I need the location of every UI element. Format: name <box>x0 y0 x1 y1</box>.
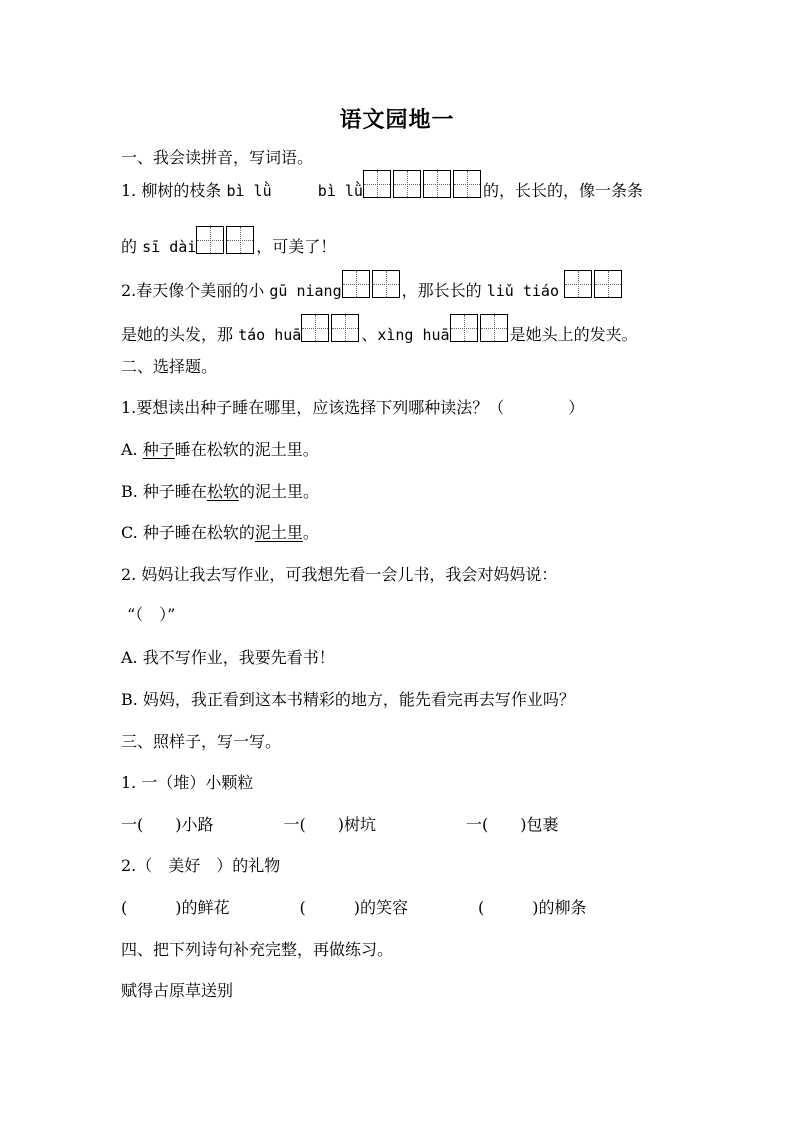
pinyin-taohua: táo huā <box>238 326 302 344</box>
s2-q2-answer-blank[interactable]: “（ ）” <box>127 605 176 624</box>
s1-q1-line1: 1. 柳树的枝条 bì lǜ bì lǜ 的，长长的，像一条条 <box>121 170 643 203</box>
pinyin-xinghua: xìng huā <box>377 326 450 344</box>
answer-grid-bilv[interactable] <box>363 170 483 203</box>
s2-q2-option-b[interactable]: B. 妈妈，我正看到这本书精彩的地方，能先看完再去写作业吗？ <box>121 690 575 709</box>
s3-row2-blank-3[interactable]: ( )的柳条 <box>478 898 587 917</box>
pinyin-bilv-1: bì lǜ <box>226 182 272 200</box>
s3-row2-blank-2[interactable]: ( )的笑容 <box>299 898 408 917</box>
section-4-heading: 四、把下列诗句补充完整，再做练习。 <box>121 940 394 959</box>
pinyin-liutiao: liǔ tiáo <box>486 282 559 300</box>
s3-row2 <box>121 898 587 918</box>
s3-row1 <box>121 815 559 835</box>
pinyin-sidai: sī dài <box>142 238 197 256</box>
s2-q1-option-c[interactable]: C. 种子睡在松软的泥土里。 <box>121 523 319 542</box>
answer-grid-sidai[interactable] <box>196 226 256 259</box>
s2-q2: 2. 妈妈让我去写作业，可我想先看一会儿书，我会对妈妈说： <box>121 565 558 584</box>
answer-grid-liutiao[interactable] <box>564 270 624 303</box>
page-title: 语文园地一 <box>339 108 455 133</box>
section-2-heading: 二、选择题。 <box>121 357 218 376</box>
s3-row1-blank-1[interactable]: 一( )小路 <box>121 815 214 834</box>
s1-q1-line2: 的 sī dài ，可美了！ <box>121 226 336 259</box>
answer-grid-xinghua[interactable] <box>450 314 510 347</box>
s1-q2-line2: 是她的头发，那 táo huā 、xìng huā 是她头上的发夹。 <box>121 314 638 347</box>
poem-title: 赋得古原草送别 <box>121 981 234 1000</box>
answer-grid-taohua[interactable] <box>301 314 361 347</box>
answer-grid-guniang[interactable] <box>342 270 402 303</box>
pinyin-bilv-2: bì lǜ <box>317 182 363 200</box>
s2-q1-option-b[interactable]: B. 种子睡在松软的泥土里。 <box>121 482 319 501</box>
s3-row1-blank-3[interactable]: 一( )包裹 <box>466 815 559 834</box>
s3-example-2: 2.（ 美好 ）的礼物 <box>121 856 281 875</box>
section-3-heading: 三、照样子，写一写。 <box>121 732 282 751</box>
s3-row2-blank-1[interactable]: ( )的鲜花 <box>121 898 230 917</box>
s2-q1-option-a[interactable]: A. 种子睡在松软的泥土里。 <box>121 440 319 459</box>
section-1-heading: 一、我会读拼音，写词语。 <box>121 148 314 167</box>
s3-example-1: 1. 一（堆）小颗粒 <box>121 773 254 792</box>
s1-q2-line1: 2.春天像个美丽的小 gū niang ，那长长的 liǔ tiáo <box>121 270 624 303</box>
s2-q1: 1.要想读出种子睡在哪里，应该选择下列哪种读法？（ ） <box>121 398 585 417</box>
s3-row1-blank-2[interactable]: 一( )树坑 <box>283 815 376 834</box>
s2-q2-option-a[interactable]: A. 我不写作业，我要先看书！ <box>121 648 335 667</box>
pinyin-guniang: gū niang <box>269 282 342 300</box>
